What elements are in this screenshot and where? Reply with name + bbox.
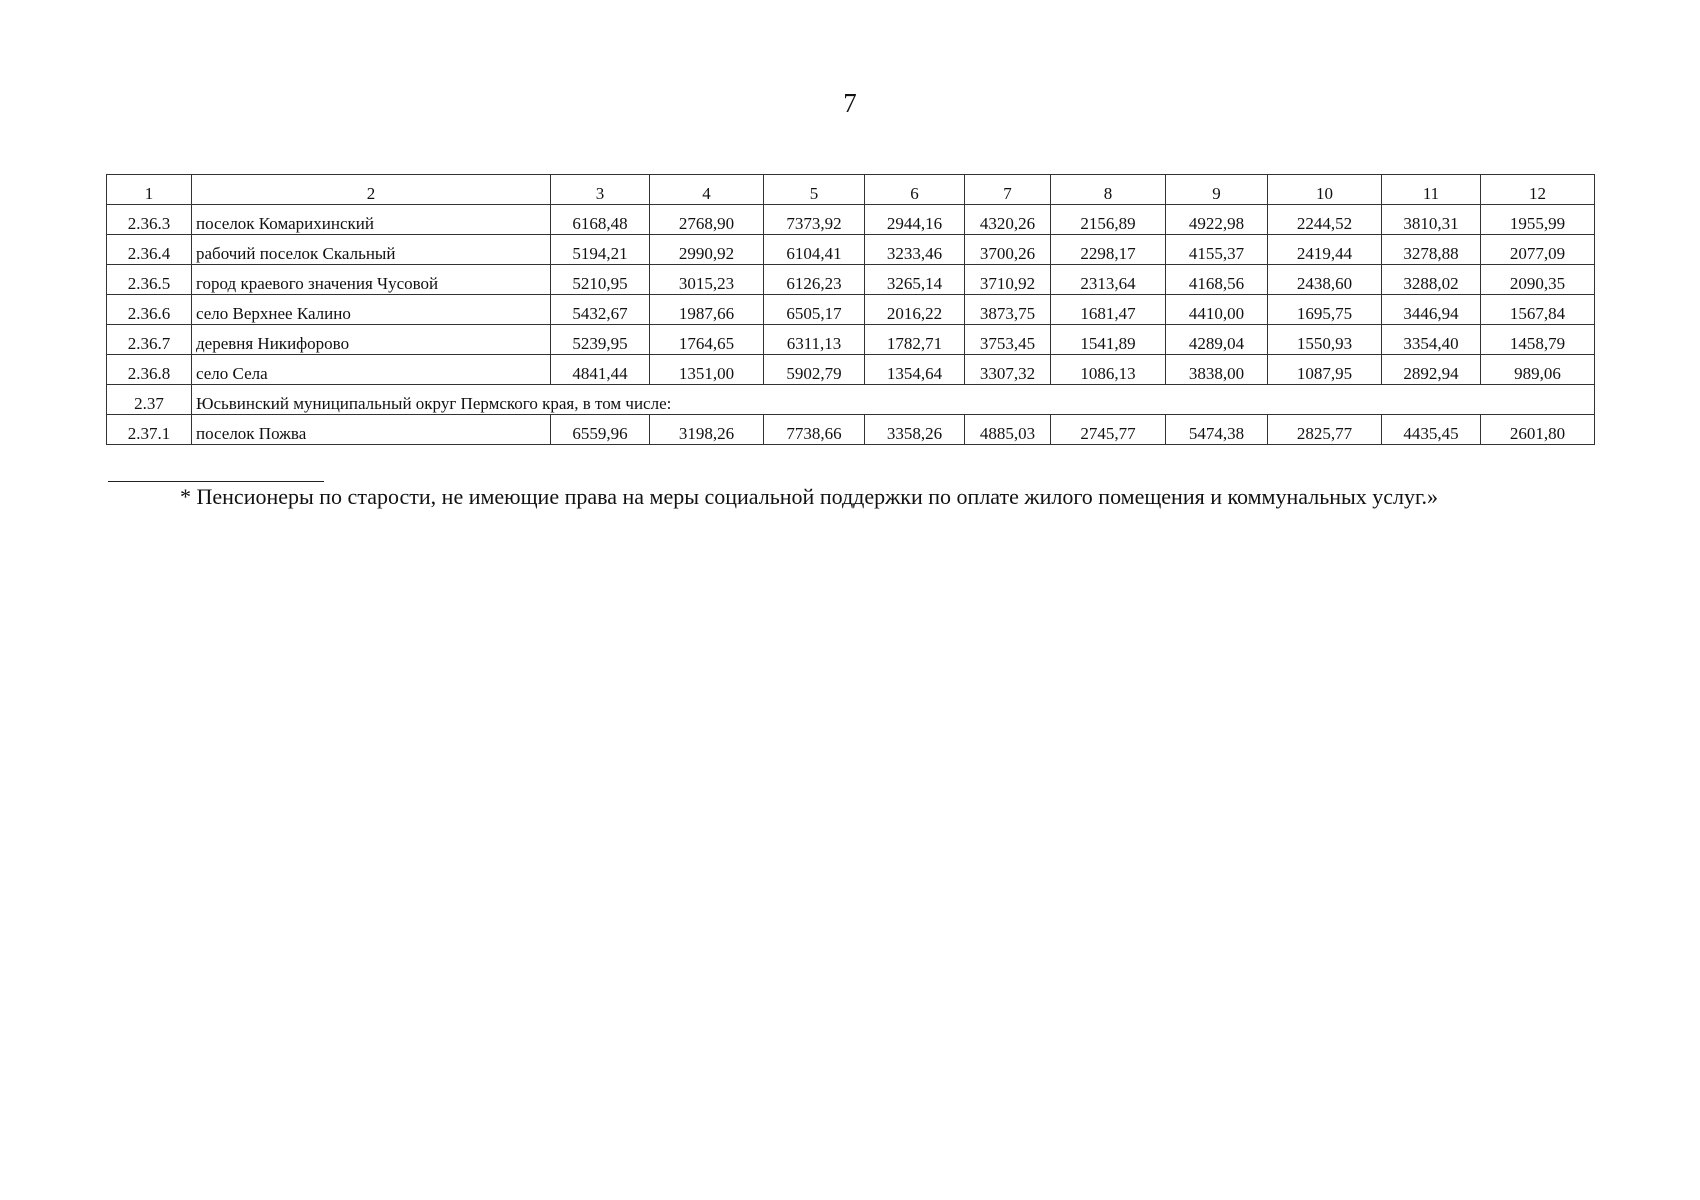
table-row [107,265,1595,295]
row-value: 3446,94 [1382,295,1481,325]
section-code: 2.37 [107,385,192,415]
row-value: 4168,56 [1166,265,1268,295]
row-value: 2892,94 [1382,355,1481,385]
row-value: 1955,99 [1481,205,1595,235]
row-name: село Верхнее Калино [192,295,551,325]
row-value: 6168,48 [551,205,650,235]
row-value: 3198,26 [650,415,764,445]
header-cell: 7 [965,175,1051,205]
header-cell: 3 [551,175,650,205]
row-value: 2990,92 [650,235,764,265]
row-value: 4885,03 [965,415,1051,445]
page-number: 7 [843,88,857,118]
row-value: 3358,26 [865,415,965,445]
row-value: 2016,22 [865,295,965,325]
row-code: 2.36.5 [107,265,192,295]
row-value: 5239,95 [551,325,650,355]
row-value: 5432,67 [551,295,650,325]
rates-table-body [107,175,1595,445]
row-value: 2438,60 [1268,265,1382,295]
row-value: 2419,44 [1268,235,1382,265]
row-value: 4841,44 [551,355,650,385]
row-value: 7738,66 [764,415,865,445]
row-value: 4435,45 [1382,415,1481,445]
row-name: город краевого значения Чусовой [192,265,551,295]
row-value: 1354,64 [865,355,965,385]
table-row [107,295,1595,325]
row-value: 1681,47 [1051,295,1166,325]
rates-table-container [106,174,1594,445]
table-row [107,205,1595,235]
footnote-text: * Пенсионеры по старости, не имеющие права на меры социальной поддержки по оплате жилого помещения и коммунальных услуг.» [180,484,1439,509]
row-value: 1782,71 [865,325,965,355]
row-value: 2090,35 [1481,265,1595,295]
section-row [107,385,1595,415]
row-value: 3288,02 [1382,265,1481,295]
row-value: 2825,77 [1268,415,1382,445]
row-value: 1458,79 [1481,325,1595,355]
header-cell: 12 [1481,175,1595,205]
header-cell: 2 [192,175,551,205]
row-code: 2.36.6 [107,295,192,325]
footnote-divider [108,481,324,482]
row-code: 2.36.7 [107,325,192,355]
header-cell: 6 [865,175,965,205]
row-name: деревня Никифорово [192,325,551,355]
table-header-row [107,175,1595,205]
row-value: 3278,88 [1382,235,1481,265]
row-value: 2077,09 [1481,235,1595,265]
row-value: 2156,89 [1051,205,1166,235]
header-cell: 1 [107,175,192,205]
row-value: 2745,77 [1051,415,1166,445]
row-value: 2944,16 [865,205,965,235]
row-name: село Села [192,355,551,385]
table-row [107,325,1595,355]
row-value: 3307,32 [965,355,1051,385]
row-value: 3700,26 [965,235,1051,265]
row-value: 2768,90 [650,205,764,235]
row-name: поселок Пожва [192,415,551,445]
row-value: 3873,75 [965,295,1051,325]
header-cell: 9 [1166,175,1268,205]
row-code: 2.36.3 [107,205,192,235]
row-value: 2244,52 [1268,205,1382,235]
row-value: 3265,14 [865,265,965,295]
row-value: 1351,00 [650,355,764,385]
row-value: 4922,98 [1166,205,1268,235]
table-row [107,355,1595,385]
row-value: 5902,79 [764,355,865,385]
row-value: 3838,00 [1166,355,1268,385]
row-code: 2.36.8 [107,355,192,385]
rates-table [106,174,1595,445]
row-value: 1567,84 [1481,295,1595,325]
row-code: 2.36.4 [107,235,192,265]
row-value: 4155,37 [1166,235,1268,265]
header-cell: 5 [764,175,865,205]
row-value: 1764,65 [650,325,764,355]
row-value: 1086,13 [1051,355,1166,385]
row-value: 6559,96 [551,415,650,445]
row-value: 4320,26 [965,205,1051,235]
row-value: 6505,17 [764,295,865,325]
row-value: 4289,04 [1166,325,1268,355]
row-value: 1541,89 [1051,325,1166,355]
row-value: 3233,46 [865,235,965,265]
row-value: 6104,41 [764,235,865,265]
row-value: 2298,17 [1051,235,1166,265]
row-value: 5194,21 [551,235,650,265]
header-cell: 8 [1051,175,1166,205]
row-value: 5210,95 [551,265,650,295]
row-name: поселок Комарихинский [192,205,551,235]
row-value: 6126,23 [764,265,865,295]
row-name: рабочий поселок Скальный [192,235,551,265]
row-value: 3354,40 [1382,325,1481,355]
row-value: 3710,92 [965,265,1051,295]
row-value: 1550,93 [1268,325,1382,355]
row-value: 989,06 [1481,355,1595,385]
row-value: 1987,66 [650,295,764,325]
header-cell: 10 [1268,175,1382,205]
row-value: 3753,45 [965,325,1051,355]
row-value: 1087,95 [1268,355,1382,385]
row-value: 3015,23 [650,265,764,295]
row-code: 2.37.1 [107,415,192,445]
row-value: 2313,64 [1051,265,1166,295]
row-value: 3810,31 [1382,205,1481,235]
row-value: 5474,38 [1166,415,1268,445]
row-value: 6311,13 [764,325,865,355]
row-value: 2601,80 [1481,415,1595,445]
table-row [107,415,1595,445]
row-value: 4410,00 [1166,295,1268,325]
header-cell: 4 [650,175,764,205]
table-row [107,235,1595,265]
header-cell: 11 [1382,175,1481,205]
section-name: Юсьвинский муниципальный округ Пермского края, в том числе: [192,385,1595,415]
row-value: 1695,75 [1268,295,1382,325]
row-value: 7373,92 [764,205,865,235]
